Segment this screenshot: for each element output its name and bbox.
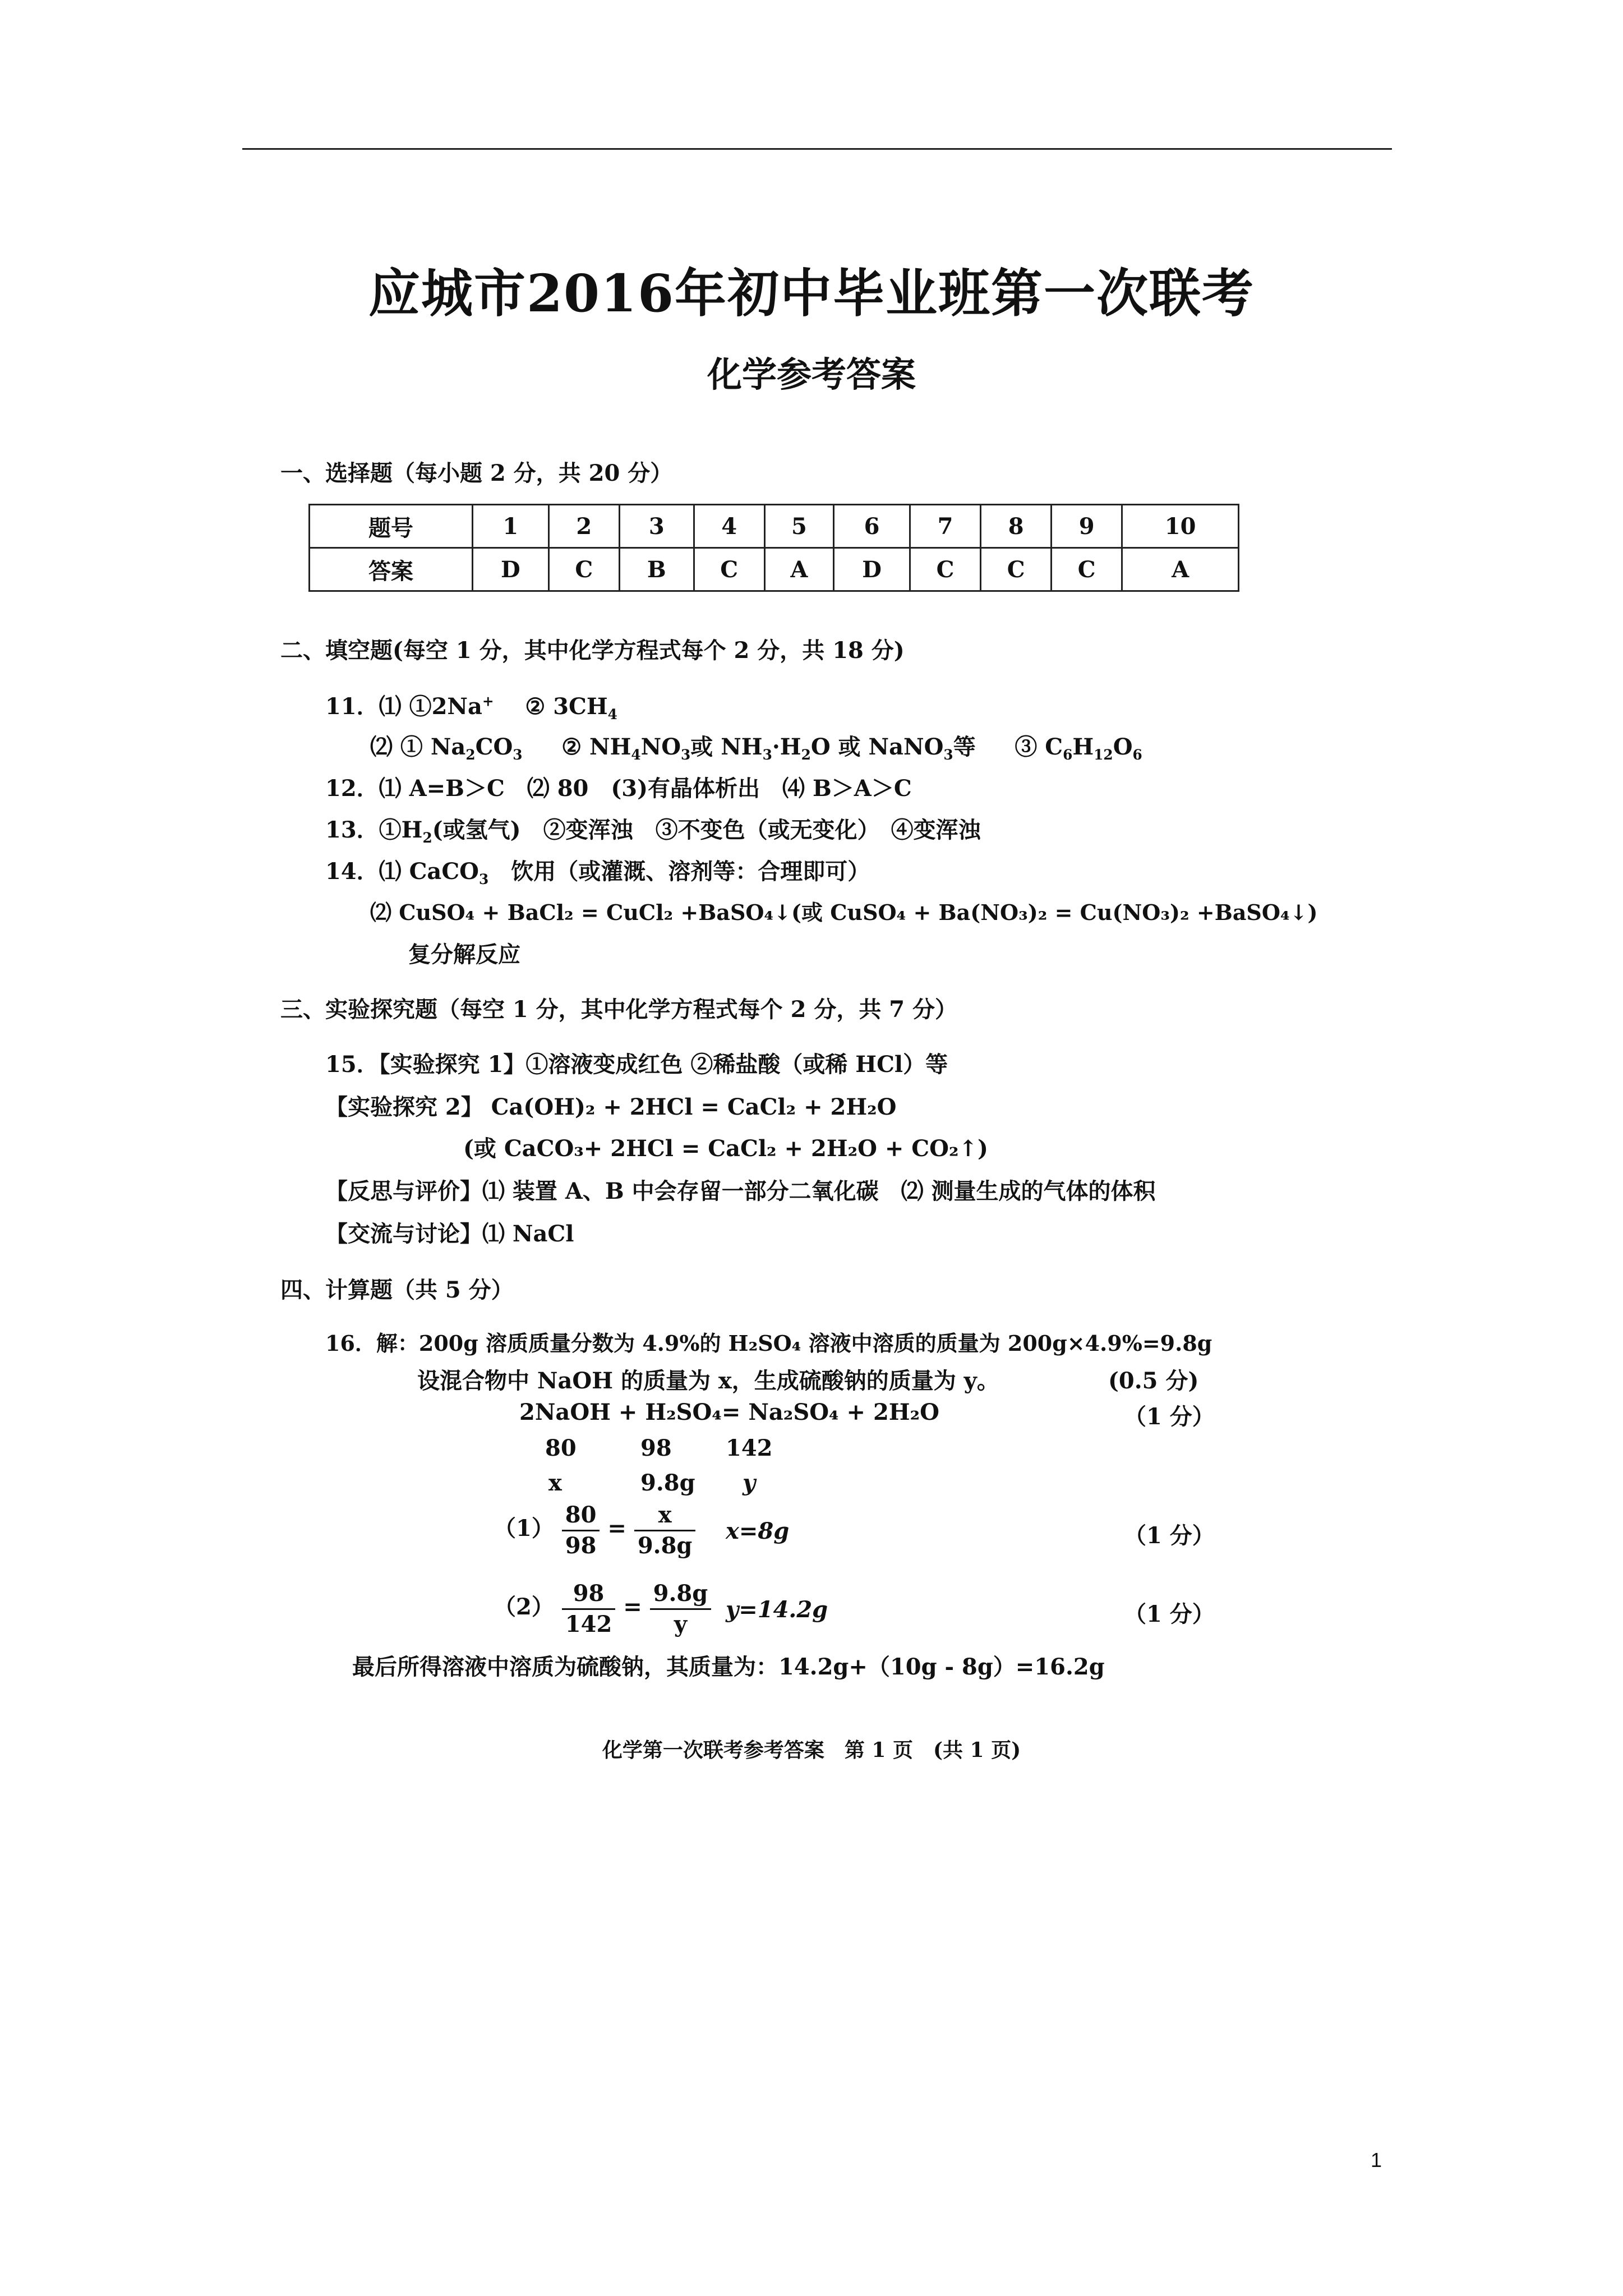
superscript: + — [482, 693, 494, 710]
question-number: 4 — [694, 505, 764, 548]
q11-line-2 — [370, 729, 1142, 763]
molar-mass: 142 — [726, 1435, 773, 1461]
q11-1-part-b: ② 3CH — [525, 693, 608, 720]
formula-text: ② NH — [561, 734, 631, 760]
q16-score: （1 分） — [1124, 1404, 1215, 1430]
section-2-heading: 二、填空题(每空 1 分，其中化学方程式每个 2 分，共 18 分) — [280, 637, 905, 664]
subscript: 2 — [465, 747, 476, 763]
answer-cell: A — [764, 548, 833, 591]
table-row-label: 答案 — [310, 548, 473, 591]
q15-line-4: 【反思与评价】⑴ 装置 A、B 中会存留一部分二氧化碳 ⑵ 测量生成的气体的体积 — [325, 1178, 1156, 1204]
formula-text: H — [1072, 734, 1094, 760]
table-row — [310, 505, 1239, 548]
q14-line-3: 复分解反应 — [408, 941, 520, 968]
answer-table — [308, 504, 1239, 592]
subscript: 6 — [1063, 747, 1073, 763]
q16-score: （1 分） — [1124, 1522, 1215, 1549]
page-footer: 化学第一次联考参考答案 第 1 页 (共 1 页) — [602, 1738, 1021, 1762]
answer-cell: B — [619, 548, 694, 591]
q16-score: (0.5 分) — [1108, 1368, 1199, 1394]
question-number: 10 — [1122, 505, 1239, 548]
step-label: （1） — [494, 1515, 554, 1542]
fraction — [650, 1579, 712, 1639]
q15-line-2: 【实验探究 2】 Ca(OH)₂ + 2HCl = CaCl₂ + 2H₂O — [325, 1094, 897, 1120]
formula-text: ⑵ ① Na — [370, 734, 466, 760]
subscript: 3 — [681, 747, 691, 763]
q15-line-1: 15．【实验探究 1】①溶液变成红色 ②稀盐酸（或稀 HCl）等 — [325, 1051, 948, 1078]
top-rule — [242, 148, 1392, 150]
q11-1-part-a: 11．⑴ ①2Na — [325, 693, 482, 720]
variable: x — [548, 1470, 562, 1496]
page-subtitle: 化学参考答案 — [707, 354, 916, 395]
fraction — [634, 1501, 696, 1561]
numerator: 9.8g — [650, 1579, 712, 1610]
answer-cell: D — [472, 548, 548, 591]
numerator: 98 — [562, 1579, 616, 1610]
subscript: 2 — [801, 747, 811, 763]
denominator: 142 — [565, 1611, 612, 1637]
q16-final: 最后所得溶液中溶质为硫酸钠，其质量为：14.2g+（10g - 8g）=16.2g — [352, 1654, 1105, 1680]
numerator: 80 — [562, 1501, 600, 1531]
q16-line-2: 设混合物中 NaOH 的质量为 x，生成硫酸钠的质量为 y。 — [417, 1368, 999, 1394]
answer-cell: D — [834, 548, 910, 591]
question-number: 8 — [981, 505, 1052, 548]
answer-cell: C — [548, 548, 619, 591]
q16-result-2: y=14.2g — [726, 1596, 828, 1623]
numerator: x — [634, 1501, 696, 1531]
formula-text: 或 NH — [690, 734, 763, 760]
question-number: 3 — [619, 505, 694, 548]
answer-cell: C — [694, 548, 764, 591]
q12-line: 12．⑴ A=B＞C ⑵ 80 (3)有晶体析出 ⑷ B＞A＞C — [325, 775, 912, 802]
subscript: 3 — [479, 871, 489, 887]
molar-mass: 98 — [640, 1435, 672, 1461]
formula-text: ③ C — [1015, 734, 1063, 760]
denominator: 9.8g — [637, 1532, 693, 1559]
section-3-heading: 三、实验探究题（每空 1 分，其中化学方程式每个 2 分，共 7 分） — [280, 996, 958, 1023]
page-title: 应城市2016年初中毕业班第一次联考 — [368, 263, 1255, 324]
formula-text: 13．①H — [325, 817, 423, 843]
subscript: 3 — [513, 747, 523, 763]
fraction — [562, 1501, 600, 1561]
variable: 9.8g — [640, 1470, 695, 1496]
formula-text: 饮用（或灌溉、溶剂等：合理即可） — [488, 858, 870, 885]
answer-cell: C — [910, 548, 980, 591]
formula-text: 等 — [953, 734, 976, 760]
formula-text: ·H — [772, 734, 801, 760]
q15-line-5: 【交流与讨论】⑴ NaCl — [325, 1221, 574, 1247]
formula-text: O — [1113, 734, 1133, 760]
section-1-heading: 一、选择题（每小题 2 分，共 20 分） — [280, 460, 673, 486]
molar-mass: 80 — [545, 1435, 577, 1461]
equals-sign: = — [623, 1594, 642, 1620]
q11-line-1 — [325, 689, 617, 723]
q16-proportion-1 — [494, 1498, 695, 1559]
question-number: 5 — [764, 505, 833, 548]
q16-proportion-2 — [494, 1576, 711, 1638]
page-number: 1 — [1371, 2148, 1382, 2171]
q14-line-1 — [325, 854, 870, 887]
variable: y — [743, 1470, 756, 1496]
subscript: 4 — [631, 747, 641, 763]
answer-cell: A — [1122, 548, 1239, 591]
denominator: 98 — [565, 1532, 597, 1559]
question-number: 2 — [548, 505, 619, 548]
q15-line-3: (或 CaCO₃+ 2HCl = CaCl₂ + 2H₂O + CO₂↑) — [463, 1135, 988, 1162]
answer-cell: C — [981, 548, 1052, 591]
formula-text: O 或 NaNO — [810, 734, 944, 760]
equals-sign: = — [607, 1515, 626, 1542]
fraction — [562, 1579, 616, 1639]
q16-result-1: x=8g — [726, 1518, 790, 1544]
q16-score: （1 分） — [1124, 1601, 1215, 1627]
question-number: 1 — [472, 505, 548, 548]
answer-cell: C — [1052, 548, 1122, 591]
subscript: 3 — [943, 747, 953, 763]
q16-line-1: 16．解：200g 溶质质量分数为 4.9%的 H₂SO₄ 溶液中溶质的质量为 200g×4.9%=9.8g — [325, 1331, 1212, 1356]
q16-equation: 2NaOH + H₂SO₄= Na₂SO₄ + 2H₂O — [519, 1399, 939, 1425]
q14-line-2: ⑵ CuSO₄ + BaCl₂ = CuCl₂ +BaSO₄↓(或 CuSO₄ + Ba(NO₃)₂ = Cu(NO₃)₂ +BaSO₄↓) — [370, 900, 1318, 925]
subscript: 2 — [422, 830, 432, 846]
question-number: 6 — [834, 505, 910, 548]
formula-text: (或氢气) ②变浑浊 ③不变色（或无变化） ④变浑浊 — [432, 817, 981, 843]
q13-line — [325, 812, 981, 846]
table-row-label: 题号 — [310, 505, 473, 548]
question-number: 7 — [910, 505, 980, 548]
subscript: 6 — [1132, 747, 1142, 763]
table-row — [310, 548, 1239, 591]
question-number: 9 — [1052, 505, 1122, 548]
denominator: y — [674, 1611, 688, 1637]
subscript: 3 — [762, 747, 772, 763]
subscript: 12 — [1094, 747, 1113, 763]
formula-text: 14．⑴ CaCO — [325, 858, 479, 885]
formula-text: CO — [475, 734, 513, 760]
subscript: 4 — [607, 706, 617, 723]
section-4-heading: 四、计算题（共 5 分） — [280, 1277, 514, 1303]
formula-text: NO — [640, 734, 681, 760]
step-label: （2） — [494, 1594, 554, 1620]
